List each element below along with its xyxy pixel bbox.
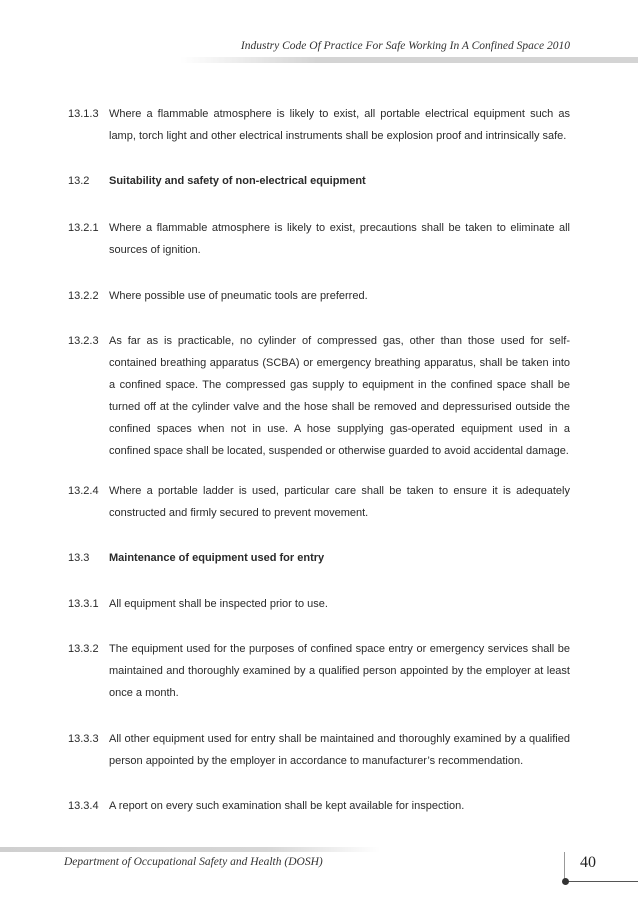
section-number: 13.2	[68, 175, 90, 187]
clause-text: A report on every such examination shall be kept available for inspection.	[109, 800, 465, 812]
clause-number: 13.3.2	[68, 643, 99, 655]
clause-number: 13.3.3	[68, 733, 99, 745]
clause-text: Where a flammable atmosphere is likely to exist, all portable electrical equipment such as lamp, torch light and other electrical instruments shall be explosion proof and intrinsically safe.	[109, 108, 570, 142]
clause-text: As far as is practicable, no cylinder of compressed gas, other than those used for self-contained breathing apparatus (SCBA) or emergency breathing apparatus, shall be taken into a confined space. The compressed gas supply to equipment in the confined space shall be turned off at the cylinder valve and the hose shall be removed and depressurised outside the confined spaces when not in use. A hose supplying gas-operated equipment used in a confined space shall be located, suspended or otherwise guarded to avoid accidental damage.	[109, 335, 570, 457]
clause-13-3-2	[68, 638, 570, 704]
clause-text: Where possible use of pneumatic tools are preferred.	[109, 290, 368, 302]
page-number-divider	[564, 852, 565, 880]
clause-number: 13.3.4	[68, 800, 99, 812]
running-header-title: Industry Code Of Practice For Safe Working In A Confined Space 2010	[240, 40, 570, 52]
section-title: Suitability and safety of non-electrical equipment	[109, 175, 366, 187]
section-heading-13-3	[68, 547, 570, 569]
clause-13-2-2	[68, 285, 570, 307]
clause-number: 13.2.4	[68, 485, 99, 497]
page-number-underline	[566, 881, 638, 882]
section-heading-13-2	[68, 170, 570, 192]
section-number: 13.3	[68, 552, 90, 564]
header-rule	[180, 57, 638, 63]
footer-rule	[0, 847, 380, 852]
section-title: Maintenance of equipment used for entry	[109, 552, 325, 564]
clause-13-2-3	[68, 330, 570, 462]
clause-text: All equipment shall be inspected prior to use.	[109, 598, 328, 610]
clause-13-1-3	[68, 103, 570, 147]
clause-number: 13.2.2	[68, 290, 99, 302]
footer-department: Department of Occupational Safety and Health (DOSH)	[64, 856, 323, 868]
clause-text: Where a portable ladder is used, particular care shall be taken to ensure it is adequately constructed and firmly secured to prevent movement.	[109, 485, 570, 519]
clause-number: 13.2.1	[68, 222, 99, 234]
clause-number: 13.3.1	[68, 598, 99, 610]
clause-number: 13.2.3	[68, 335, 99, 347]
clause-13-3-1	[68, 593, 570, 615]
clause-13-2-1	[68, 217, 570, 261]
clause-13-2-4	[68, 480, 570, 524]
page-marker-dot	[562, 878, 569, 885]
clause-text: The equipment used for the purposes of confined space entry or emergency services shall be maintained and thoroughly examined by a qualified person appointed by the employer at least once a month.	[109, 643, 570, 699]
clause-13-3-3	[68, 728, 570, 772]
clause-text: All other equipment used for entry shall be maintained and thoroughly examined by a qualified person appointed by the employer in accordance to manufacturer’s recommendation.	[109, 733, 570, 767]
clause-13-3-4	[68, 795, 570, 817]
clause-number: 13.1.3	[68, 108, 99, 120]
page-number: 40	[580, 854, 596, 871]
clause-text: Where a flammable atmosphere is likely to exist, precautions shall be taken to eliminate all sources of ignition.	[109, 222, 570, 256]
